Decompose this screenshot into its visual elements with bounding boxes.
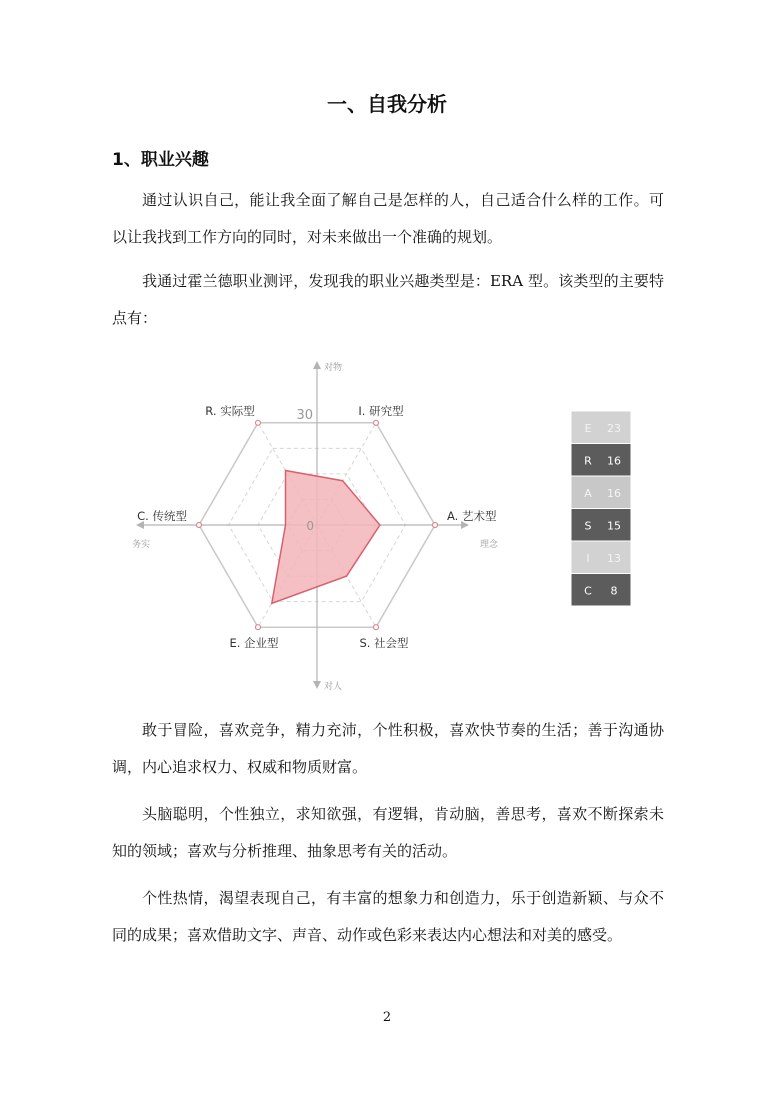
axis-label: A. 艺术型 bbox=[447, 509, 497, 523]
score-value: 16 bbox=[607, 454, 621, 468]
arrow-down-icon bbox=[313, 681, 321, 689]
score-value: 13 bbox=[607, 552, 621, 565]
score-value: 16 bbox=[607, 487, 621, 500]
vertex-marker bbox=[197, 523, 202, 528]
section-heading: 1、职业兴趣 bbox=[112, 150, 209, 170]
axis-label: C. 传统型 bbox=[137, 509, 187, 523]
scale-label-zero: 0 bbox=[306, 519, 314, 533]
score-value: 23 bbox=[607, 422, 621, 435]
score-row-e bbox=[571, 411, 631, 444]
score-row-c bbox=[571, 574, 631, 607]
vertex-marker bbox=[256, 420, 261, 425]
axis-label: E. 企业型 bbox=[229, 636, 279, 651]
direction-label-right: 理念 bbox=[480, 540, 499, 550]
score-value: 15 bbox=[607, 519, 621, 533]
score-value: 8 bbox=[610, 584, 618, 598]
vertex-marker bbox=[374, 625, 379, 630]
type-e-description: 敢于冒险，喜欢竞争，精力充沛，个性积极，喜欢快节奏的生活；善于沟通协调，内心追求权力、权威和物质财富。 bbox=[112, 721, 664, 776]
score-type-label: R bbox=[584, 454, 592, 468]
axis-label: I. 研究型 bbox=[358, 403, 404, 418]
score-type-label: I bbox=[586, 552, 590, 565]
direction-label-top: 对物 bbox=[324, 363, 343, 373]
score-type-label: E bbox=[584, 422, 592, 435]
axis-label: R. 实际型 bbox=[205, 403, 255, 418]
score-row-r bbox=[571, 444, 631, 477]
score-polygon bbox=[272, 471, 380, 604]
vertex-marker bbox=[374, 420, 379, 425]
page-number: 2 bbox=[382, 1010, 392, 1025]
intro-paragraph: 通过认识自己，能让我全面了解自己是怎样的人，自己适合什么样的工作。可以让我找到工作方向的同时，对未来做出一个准确的规划。 bbox=[112, 191, 664, 246]
scale-label-max: 30 bbox=[296, 408, 313, 423]
vertex-marker bbox=[433, 523, 438, 528]
test-result-paragraph: 我通过霍兰德职业测评，发现我的职业兴趣类型是：ERA 型。该类型的主要特点有： bbox=[112, 272, 664, 327]
page-title: 一、自我分析 bbox=[327, 92, 447, 116]
direction-label-left: 务实 bbox=[132, 540, 151, 550]
axis-label: S. 社会型 bbox=[359, 636, 409, 651]
arrow-up-icon bbox=[313, 361, 321, 369]
type-a-description: 个性热情，渴望表现自己，有丰富的想象力和创造力，乐于创造新颖、与众不同的成果；喜欢借助文字、声音、动作或色彩来表达内心想法和对美的感受。 bbox=[112, 889, 664, 944]
vertex-marker bbox=[256, 625, 261, 630]
direction-label-bottom: 对人 bbox=[324, 682, 343, 692]
score-row-s bbox=[571, 509, 631, 542]
holland-radar-chart bbox=[120, 355, 640, 700]
score-type-label: S bbox=[584, 519, 592, 533]
score-row-a bbox=[571, 476, 631, 509]
type-i-description: 头脑聪明，个性独立，求知欲强，有逻辑，肯动脑，善思考，喜欢不断探索未知的领域；喜欢与分析推理、抽象思考有关的活动。 bbox=[112, 805, 664, 860]
score-type-label: A bbox=[584, 487, 592, 500]
score-row-i bbox=[571, 541, 631, 574]
score-type-label: C bbox=[584, 584, 592, 598]
